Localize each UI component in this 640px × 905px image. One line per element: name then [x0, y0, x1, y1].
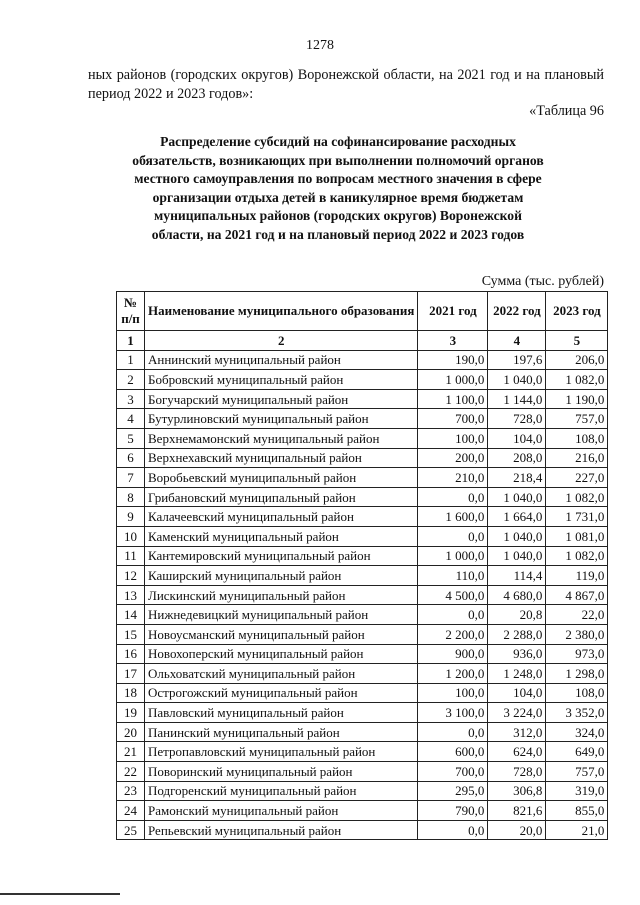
table-header-row	[117, 292, 608, 331]
district-name: Новоусманский муниципальный район	[145, 624, 418, 644]
row-number: 7	[117, 468, 145, 488]
value-2021: 2 200,0	[418, 624, 488, 644]
table-row	[117, 546, 608, 566]
value-2023: 757,0	[546, 762, 608, 782]
value-2023: 119,0	[546, 566, 608, 586]
column-index: 1	[117, 331, 145, 351]
value-2023: 1 190,0	[546, 389, 608, 409]
row-number: 5	[117, 428, 145, 448]
table-reference: «Таблица 96	[529, 103, 604, 119]
row-number: 12	[117, 566, 145, 586]
value-2023: 319,0	[546, 781, 608, 801]
table-row	[117, 644, 608, 664]
value-2021: 0,0	[418, 605, 488, 625]
subsidy-table	[116, 291, 608, 840]
table-row	[117, 468, 608, 488]
value-2023: 21,0	[546, 820, 608, 840]
header-2022: 2022 год	[488, 292, 546, 331]
value-2021: 1 100,0	[418, 389, 488, 409]
value-2022: 218,4	[488, 468, 546, 488]
value-2022: 728,0	[488, 762, 546, 782]
table-row	[117, 624, 608, 644]
page-number: 1278	[306, 38, 334, 53]
value-2023: 22,0	[546, 605, 608, 625]
value-2023: 108,0	[546, 428, 608, 448]
value-2023: 206,0	[546, 350, 608, 370]
header-number: № п/п	[117, 292, 145, 331]
row-number: 14	[117, 605, 145, 625]
table-row	[117, 487, 608, 507]
district-name: Верхнехавский муниципальный район	[145, 448, 418, 468]
table-row	[117, 664, 608, 684]
district-name: Подгоренский муниципальный район	[145, 781, 418, 801]
value-2022: 4 680,0	[488, 585, 546, 605]
value-2023: 1 731,0	[546, 507, 608, 527]
table-title: Распределение субсидий на софинансирование расходных обязательств, возникающих при выполнении полномочий органов местного самоуправления по вопросам местного значения в сфере организации отдыха детей в каникулярное время бюджетам муниципальных районов (городских округов) Воронежской области, на 2021 год и на плановый период 2022 и 2023 годов	[132, 134, 544, 242]
header-2023: 2023 год	[546, 292, 608, 331]
district-name: Богучарский муниципальный район	[145, 389, 418, 409]
value-2022: 624,0	[488, 742, 546, 762]
district-name: Павловский муниципальный район	[145, 703, 418, 723]
district-name: Воробьевский муниципальный район	[145, 468, 418, 488]
table-row	[117, 350, 608, 370]
column-index: 3	[418, 331, 488, 351]
value-2023: 4 867,0	[546, 585, 608, 605]
row-number: 3	[117, 389, 145, 409]
district-name: Калачеевский муниципальный район	[145, 507, 418, 527]
value-2021: 1 200,0	[418, 664, 488, 684]
district-name: Панинский муниципальный район	[145, 722, 418, 742]
value-2022: 3 224,0	[488, 703, 546, 723]
column-index: 5	[546, 331, 608, 351]
value-2023: 757,0	[546, 409, 608, 429]
value-2022: 1 040,0	[488, 370, 546, 390]
column-index: 4	[488, 331, 546, 351]
table-row	[117, 566, 608, 586]
value-2023: 1 298,0	[546, 664, 608, 684]
district-name: Петропавловский муниципальный район	[145, 742, 418, 762]
district-name: Лискинский муниципальный район	[145, 585, 418, 605]
value-2023: 2 380,0	[546, 624, 608, 644]
value-2021: 1 000,0	[418, 546, 488, 566]
table-row	[117, 605, 608, 625]
column-index-row	[117, 331, 608, 351]
value-2022: 1 040,0	[488, 487, 546, 507]
value-2021: 790,0	[418, 801, 488, 821]
header-name: Наименование муниципального образования	[145, 292, 418, 331]
district-name: Новохоперский муниципальный район	[145, 644, 418, 664]
table-row	[117, 781, 608, 801]
value-2021: 210,0	[418, 468, 488, 488]
district-name: Поворинский муниципальный район	[145, 762, 418, 782]
value-2022: 104,0	[488, 428, 546, 448]
value-2022: 1 664,0	[488, 507, 546, 527]
value-2023: 216,0	[546, 448, 608, 468]
value-2022: 104,0	[488, 683, 546, 703]
value-2023: 649,0	[546, 742, 608, 762]
district-name: Репьевский муниципальный район	[145, 820, 418, 840]
row-number: 16	[117, 644, 145, 664]
value-2023: 1 082,0	[546, 546, 608, 566]
value-2022: 1 144,0	[488, 389, 546, 409]
value-2023: 3 352,0	[546, 703, 608, 723]
value-2023: 855,0	[546, 801, 608, 821]
value-2023: 324,0	[546, 722, 608, 742]
row-number: 25	[117, 820, 145, 840]
district-name: Нижнедевицкий муниципальный район	[145, 605, 418, 625]
district-name: Ольховатский муниципальный район	[145, 664, 418, 684]
value-2021: 4 500,0	[418, 585, 488, 605]
value-2021: 700,0	[418, 762, 488, 782]
value-2023: 108,0	[546, 683, 608, 703]
row-number: 4	[117, 409, 145, 429]
table-row	[117, 585, 608, 605]
row-number: 6	[117, 448, 145, 468]
value-2021: 110,0	[418, 566, 488, 586]
district-name: Грибановский муниципальный район	[145, 487, 418, 507]
table-row	[117, 370, 608, 390]
value-2022: 20,0	[488, 820, 546, 840]
value-2023: 1 082,0	[546, 487, 608, 507]
value-2021: 1 000,0	[418, 370, 488, 390]
value-2022: 1 040,0	[488, 526, 546, 546]
value-2022: 306,8	[488, 781, 546, 801]
value-2021: 200,0	[418, 448, 488, 468]
value-2021: 0,0	[418, 722, 488, 742]
row-number: 1	[117, 350, 145, 370]
value-2022: 197,6	[488, 350, 546, 370]
district-name: Бутурлиновский муниципальный район	[145, 409, 418, 429]
table-body	[117, 350, 608, 840]
table-row	[117, 428, 608, 448]
row-number: 22	[117, 762, 145, 782]
value-2022: 20,8	[488, 605, 546, 625]
value-2023: 973,0	[546, 644, 608, 664]
row-number: 8	[117, 487, 145, 507]
value-2022: 821,6	[488, 801, 546, 821]
value-2021: 600,0	[418, 742, 488, 762]
row-number: 24	[117, 801, 145, 821]
table-row	[117, 801, 608, 821]
table-row	[117, 448, 608, 468]
table-row	[117, 409, 608, 429]
table-row	[117, 526, 608, 546]
value-2022: 208,0	[488, 448, 546, 468]
district-name: Острогожский муниципальный район	[145, 683, 418, 703]
row-number: 10	[117, 526, 145, 546]
value-2021: 1 600,0	[418, 507, 488, 527]
value-2022: 728,0	[488, 409, 546, 429]
district-name: Каменский муниципальный район	[145, 526, 418, 546]
value-2021: 3 100,0	[418, 703, 488, 723]
table-row	[117, 683, 608, 703]
value-2022: 1 248,0	[488, 664, 546, 684]
value-2021: 700,0	[418, 409, 488, 429]
row-number: 20	[117, 722, 145, 742]
value-2021: 0,0	[418, 526, 488, 546]
district-name: Рамонский муниципальный район	[145, 801, 418, 821]
value-2022: 2 288,0	[488, 624, 546, 644]
header-2021: 2021 год	[418, 292, 488, 331]
value-2023: 227,0	[546, 468, 608, 488]
column-index: 2	[145, 331, 418, 351]
row-number: 21	[117, 742, 145, 762]
value-2022: 312,0	[488, 722, 546, 742]
row-number: 18	[117, 683, 145, 703]
district-name: Аннинский муниципальный район	[145, 350, 418, 370]
value-2022: 114,4	[488, 566, 546, 586]
table-row	[117, 820, 608, 840]
row-number: 15	[117, 624, 145, 644]
row-number: 9	[117, 507, 145, 527]
value-2022: 936,0	[488, 644, 546, 664]
intro-paragraph: ных районов (городских округов) Воронежской области, на 2021 год и на плановый период 2022 и 2023 годов»:	[88, 67, 604, 102]
value-2022: 1 040,0	[488, 546, 546, 566]
row-number: 19	[117, 703, 145, 723]
row-number: 11	[117, 546, 145, 566]
district-name: Каширский муниципальный район	[145, 566, 418, 586]
value-2021: 295,0	[418, 781, 488, 801]
value-2021: 0,0	[418, 820, 488, 840]
value-2021: 190,0	[418, 350, 488, 370]
value-2021: 900,0	[418, 644, 488, 664]
value-2023: 1 081,0	[546, 526, 608, 546]
district-name: Бобровский муниципальный район	[145, 370, 418, 390]
units-label: Сумма (тыс. рублей)	[481, 274, 604, 289]
value-2023: 1 082,0	[546, 370, 608, 390]
table-row	[117, 389, 608, 409]
table-row	[117, 722, 608, 742]
value-2021: 0,0	[418, 487, 488, 507]
table-row	[117, 507, 608, 527]
row-number: 2	[117, 370, 145, 390]
row-number: 17	[117, 664, 145, 684]
value-2021: 100,0	[418, 428, 488, 448]
scan-artifact-line	[0, 893, 120, 895]
row-number: 23	[117, 781, 145, 801]
table-row	[117, 703, 608, 723]
district-name: Кантемировский муниципальный район	[145, 546, 418, 566]
district-name: Верхнемамонский муниципальный район	[145, 428, 418, 448]
table-row	[117, 762, 608, 782]
row-number: 13	[117, 585, 145, 605]
value-2021: 100,0	[418, 683, 488, 703]
table-row	[117, 742, 608, 762]
